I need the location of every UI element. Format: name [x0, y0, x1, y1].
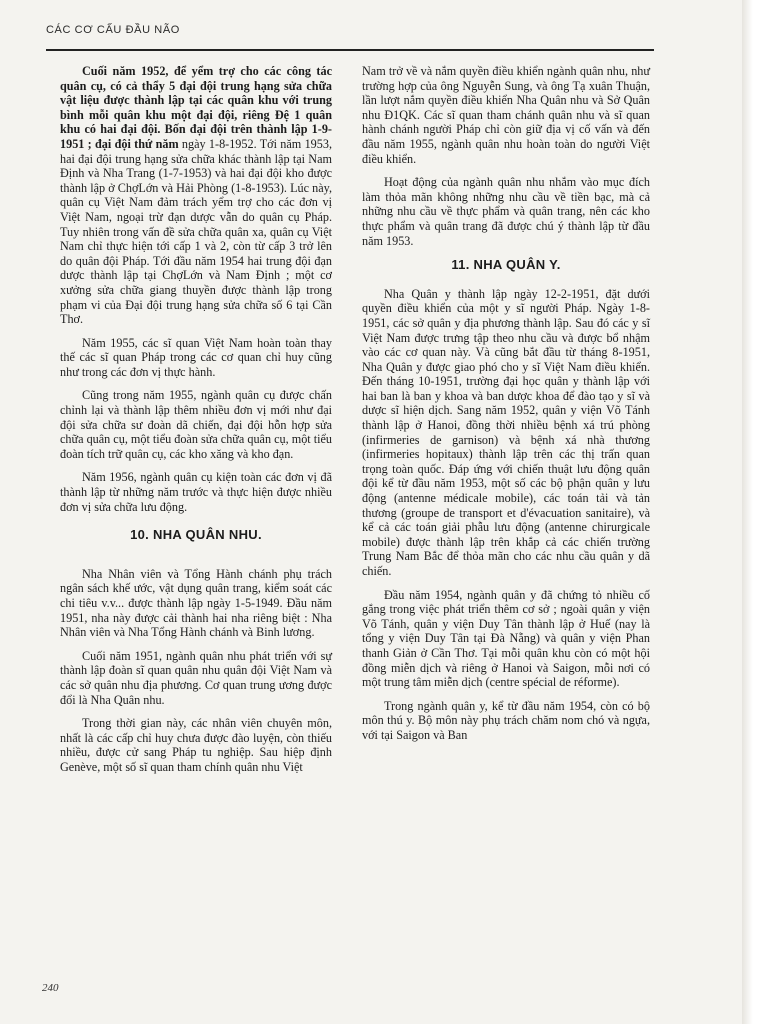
header-rule — [46, 49, 654, 51]
right-column — [362, 64, 650, 752]
paragraph — [60, 64, 332, 327]
paragraph: Đầu năm 1954, ngành quân y đã chứng tỏ nhiều cố gắng trong việc phát triển thêm cơ sở ; ngoài quân y viện Võ Tánh, quân y viện Duy Tân thành lập ở Huế (nay là tổng y viện Duy Tân tại Đà Nẵng) và quân y viện Phan thanh Giản ở Cần Thơ. Tại mỗi quân khu còn có một hội đồng miễn dịch và riêng ở Hanoi và Saigon, mỗi nơi có một trung tâm miễn dịch (centre spécial de réforme). — [362, 587, 650, 690]
paragraph: Năm 1955, các sĩ quan Việt Nam hoàn toàn thay thế các sĩ quan Pháp trong các cơ quan chỉ huy cũng như trong các đơn vị thực hành. — [60, 335, 332, 379]
paragraph: Trong ngành quân y, kể từ đầu năm 1954, còn có bộ môn thú y. Bộ môn này phụ trách chăm nom chó và ngựa, với tại Saigon và Ban — [362, 698, 650, 742]
paragraph: Năm 1956, ngành quân cụ kiện toàn các đơn vị đã thành lập từ những năm trước và thực hiện được nhiều đơn vị sửa chữa lưu động. — [60, 470, 332, 514]
page-binding-edge — [742, 0, 760, 1024]
paragraph: Cuối năm 1951, ngành quân nhu phát triển với sự thành lập đoàn sĩ quan quân nhu quân đội Việt Nam và các sở quân nhu địa phương. Cơ quan trung ương được đổi là Nha Quân nhu. — [60, 648, 332, 707]
running-head: CÁC CƠ CẤU ĐẦU NÃO — [46, 24, 180, 36]
paragraph: Nha Quân y thành lập ngày 12-2-1951, đặt dưới quyền điều khiển của một y sĩ người Pháp. Ngày 1-8-1951, các sở quân y địa phương thành lập. Sau đó các y sĩ Việt Nam được trưng tập theo nhu cầu và được bổ nhậm vào các cơ quan này. Và cũng bắt đầu từ tháng 8-1951, Nha Quân y được giao phó cho y sĩ Việt Nam điều khiển. Đến tháng 10-1951, trường đại học quân y thành lập với hai ban là ban y khoa và ban dược khoa để đào tạo y sĩ và dược sĩ hiện dịch. Sang năm 1952, quân y viện Võ Tánh thành lập ở Hanoi, đồng thời nhiều bệnh xá trú phòng (infirmeries de garnison) và bệnh xá nhà thương (infirmeries hopitaux) thành lập trên các thị trấn quan trọng toàn quốc. Đáp ứng với chiến thuật lưu động quân đội kể từ đầu năm 1953, một số các bộ phận quân y lưu động (antenne médicale mobile), các toán tải và tản thương (groupe de transport et d'évacuation sanitaire), và kể cả các toán giải phẫu lưu động (antenne chirurgicale mobile) được thành lập trên khắp cả các chiến trường Trung Nam Bắc để thỏa mãn cho các nhu cầu quân y dã chiến. — [362, 286, 650, 578]
paragraph: Nam trở về và nắm quyền điều khiển ngành quân nhu, như trường hợp của ông Nguyễn Sung, và ông Tạ xuân Thuận, lần lượt nắm quyền điều khiển Nha Quân nhu và Sở Quân nhu Đ1QK. Các sĩ quan tham chánh quân nhu và sĩ quan hành chánh người Pháp chỉ còn giữ địa vị cố vấn và đến đầu năm 1955, ngành quân nhu hoàn toàn do người Việt điều khiển. — [362, 64, 650, 166]
left-column — [60, 64, 332, 784]
paragraph: Trong thời gian này, các nhân viên chuyên môn, nhất là các cấp chỉ huy chưa được đào luyện, còn thiếu nhiều, được cử sang Pháp tu nghiệp. Sau hiệp định Genève, một số sĩ quan tham chính quân nhu Việt — [60, 716, 332, 774]
paragraph: Nha Nhân viên và Tổng Hành chánh phụ trách ngân sách khế ước, vật dụng quân trang, kiểm soát các chi tiêu v.v... được thành lập ngày 1-5-1949. Đầu năm 1951, nha này được cải thành hai nha riêng biệt : Nha Nhân viên và Nha Tổng Hành chánh và Binh lương. — [60, 566, 332, 640]
paragraph: Hoạt động của ngành quân nhu nhắm vào mục đích làm thỏa mãn không những nhu cầu về tiền bạc, mà cả những nhu cầu về thực phẩm và quân trang, nên các kho thực phẩm và quân trang đã được chú ý thành lập từ đầu năm 1953. — [362, 175, 650, 248]
section-title-10: 10. NHA QUÂN NHU. — [130, 527, 262, 543]
page-number: 240 — [42, 982, 59, 994]
paragraph-text: ngày 1-8-1952. Tới năm 1953, hai đại đội trung hạng sửa chữa khác thành lập tại Nam Định và Nha Trang (1-7-1953) và hai đại đội kho được thành lập ở ChợLớn và Hải Phòng (1-8-1953). Lúc này, quân cụ Việt Nam đảm trách yểm trợ cho các đơn vị Việt Nam, ngoại trừ đạn dược vẫn do quân cụ Pháp. Tuy nhiên trong vấn đề sửa chữa quân xa, quân cụ Việt Nam chỉ thực hiện tới cấp 1 và 2, còn từ cấp 3 trở lên do quân đội Pháp. Tới đầu năm 1954 hai trung đội đạn dược thành lập tại ChợLớn và Nam Định ; một cơ xưởng sửa chữa giang thuyền được thành lập trong phạm vi của Đại đội trung hạng sửa chữa số 6 tại Cần Thơ. — [60, 136, 332, 327]
bold-text: Cuối năm 1952, để yểm trợ cho các công tác quân cụ, có cả thẩy 5 đại đội trung hạng sửa chữa vật liệu được thành lập tại các quân khu với trung bình mỗi quân khu một đại đội, riêng Đệ 1 quân khu có hai đại đội. Bốn đại đội trên thành lập 1-9-1951 ; đại đội thứ năm — [60, 64, 332, 151]
paragraph: Cũng trong năm 1955, ngành quân cụ được chấn chỉnh lại và thành lập thêm nhiều đơn vị mới như đại đội sửa chữa sư đoàn dã chiến, đại đội hỗn hợp sửa chữa quân cụ, một tiểu đoàn sửa chữa quân cụ, một tiểu đoàn tích trữ quân cụ, các kho xăng và kho đạn. — [60, 388, 332, 461]
section-title-11: 11. NHA QUÂN Y. — [451, 257, 561, 273]
